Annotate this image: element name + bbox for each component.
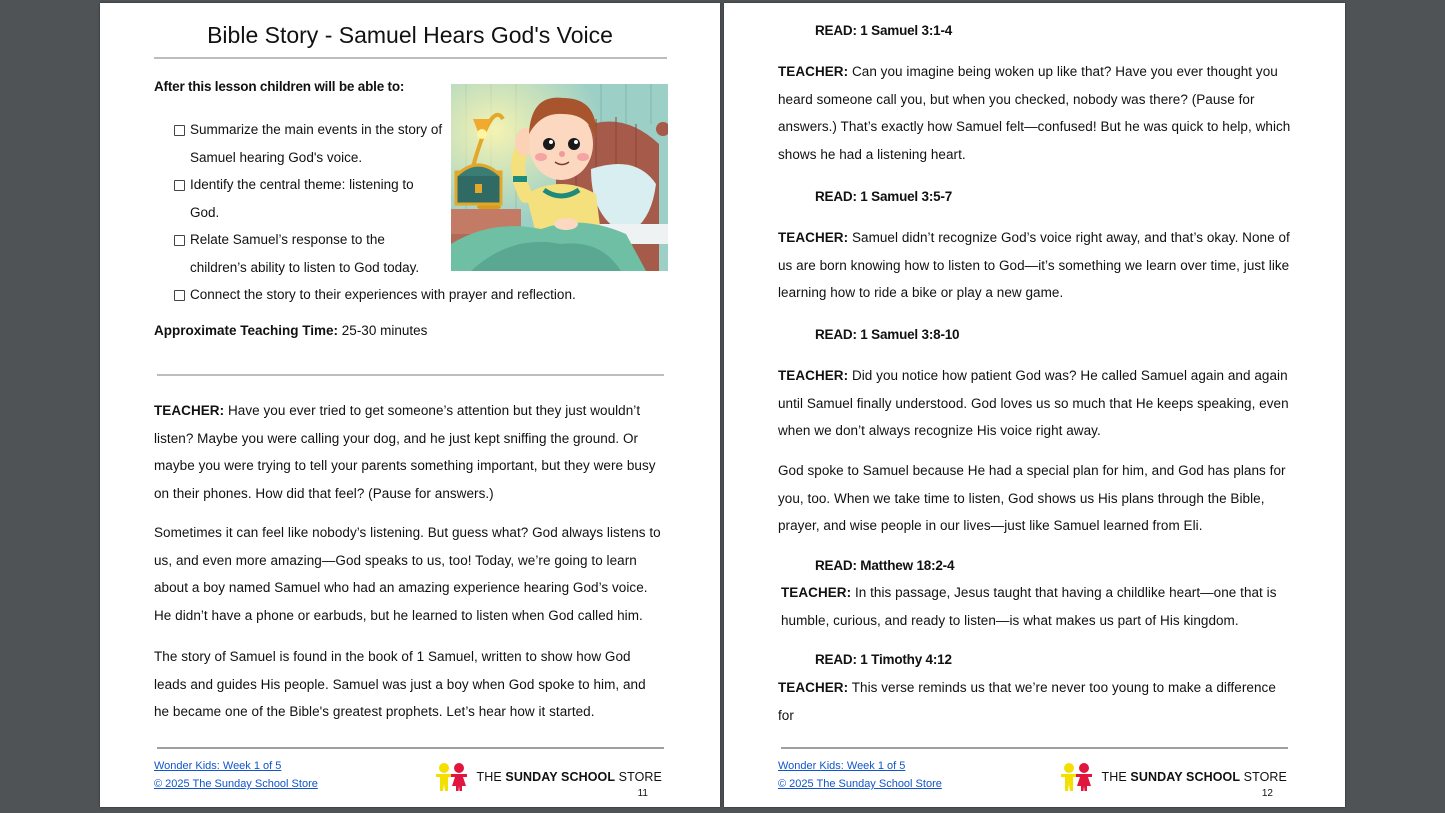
- copyright-link[interactable]: © 2025 The Sunday School Store: [154, 778, 318, 790]
- objective-item: Relate Samuel’s response to the children’s ability to listen to God today.: [174, 226, 444, 281]
- teacher-paragraph: TEACHER: Did you notice how patient God was? He called Samuel again and again until Samuel finally understood. God loves us so much that He keeps speaking, even when we don’t always recognize His voice right away.: [778, 368, 1289, 438]
- footer-links: [778, 757, 942, 793]
- checkbox-icon[interactable]: [174, 180, 185, 191]
- series-link[interactable]: Wonder Kids: Week 1 of 5: [778, 760, 906, 772]
- checkbox-icon[interactable]: [174, 235, 185, 246]
- paper-dolls-icon: [1058, 762, 1096, 792]
- body-paragraph: Sometimes it can feel like nobody’s listening. But guess what? God always listens to us, and even more amazing—God speaks to us, too! Today, we’re going to learn about a boy named Samuel who had an amazing experience hearing God’s voice. He didn’t have a phone or earbuds, but he learned to listen when God called him.: [154, 525, 661, 623]
- copyright-link[interactable]: © 2025 The Sunday School Store: [778, 778, 942, 790]
- series-link[interactable]: Wonder Kids: Week 1 of 5: [154, 760, 282, 772]
- scripture-reading: READ: 1 Samuel 3:8-10: [815, 327, 960, 342]
- footer-divider: [157, 747, 664, 749]
- document-page-12: [724, 3, 1345, 807]
- sunday-school-store-logo: [433, 762, 662, 792]
- teacher-paragraph: TEACHER: Have you ever tried to get someone’s attention but they just wouldn’t listen? Maybe you were calling your dog, and he just kept sniffing the ground. Or maybe you were trying to tell your parents something important, but they were busy on their phones. How did that feel? (Pause for answers.): [154, 403, 656, 501]
- teacher-paragraph: TEACHER: Can you imagine being woken up like that? Have you ever thought you heard someone call you, but when you checked, nobody was there? (Pause for answers.) That’s exactly how Samuel felt—confused! But he was quick to help, which shows he had a listening heart.: [778, 64, 1291, 162]
- paper-dolls-icon: [433, 762, 471, 792]
- objective-item: Summarize the main events in the story of Samuel hearing God's voice.: [174, 116, 444, 171]
- teacher-paragraph: TEACHER: Samuel didn’t recognize God’s voice right away, and that’s okay. None of us are born knowing how to listen to God—it’s something we learn over time, just like learning how to ride a bike or play a new game.: [778, 230, 1290, 300]
- sunday-school-store-logo: [1058, 762, 1287, 792]
- page-number: 11: [637, 788, 648, 799]
- scripture-reading: READ: 1 Samuel 3:5-7: [815, 189, 953, 204]
- scripture-reading: READ: Matthew 18:2-4: [815, 558, 955, 573]
- logo-text: THE SUNDAY SCHOOL STORE: [476, 770, 662, 784]
- title-divider: [154, 57, 667, 59]
- objective-item: Connect the story to their experiences with prayer and reflection.: [174, 281, 650, 309]
- logo-text: THE SUNDAY SCHOOL STORE: [1101, 770, 1287, 784]
- teacher-paragraph: TEACHER: In this passage, Jesus taught that having a childlike heart—one that is humble, curious, and ready to listen—is what makes us part of His kingdom.: [781, 585, 1277, 628]
- checkbox-icon[interactable]: [174, 290, 185, 301]
- body-paragraph: God spoke to Samuel because He had a special plan for him, and God has plans for you, too. When we take time to listen, God shows us His plans through the Bible, prayer, and wise people in our lives—just like Samuel learned from Eli.: [778, 463, 1286, 533]
- teaching-time: Approximate Teaching Time: 25-30 minutes: [154, 323, 428, 338]
- document-page-11: [100, 3, 720, 807]
- teacher-paragraph: TEACHER: This verse reminds us that we’re never too young to make a difference for: [778, 680, 1276, 723]
- footer-divider: [781, 747, 1288, 749]
- objectives-list: [174, 116, 576, 309]
- body-paragraph: The story of Samuel is found in the book of 1 Samuel, written to show how God leads and guides His people. Samuel was just a boy when God spoke to him, and he became one of the Bible's greatest prophets. Let’s hear how it started.: [154, 649, 646, 719]
- boy-listening-illustration: [451, 84, 668, 271]
- scripture-reading: READ: 1 Timothy 4:12: [815, 652, 952, 667]
- objectives-heading: After this lesson children will be able to:: [154, 79, 405, 94]
- footer-links: [154, 757, 318, 793]
- page-title: Bible Story - Samuel Hears God's Voice: [207, 22, 613, 48]
- page-number: 12: [1261, 788, 1273, 799]
- objective-item: Identify the central theme: listening to God.: [174, 171, 444, 226]
- section-divider: [157, 374, 664, 376]
- scripture-reading: READ: 1 Samuel 3:1-4: [815, 23, 953, 38]
- checkbox-icon[interactable]: [174, 125, 185, 136]
